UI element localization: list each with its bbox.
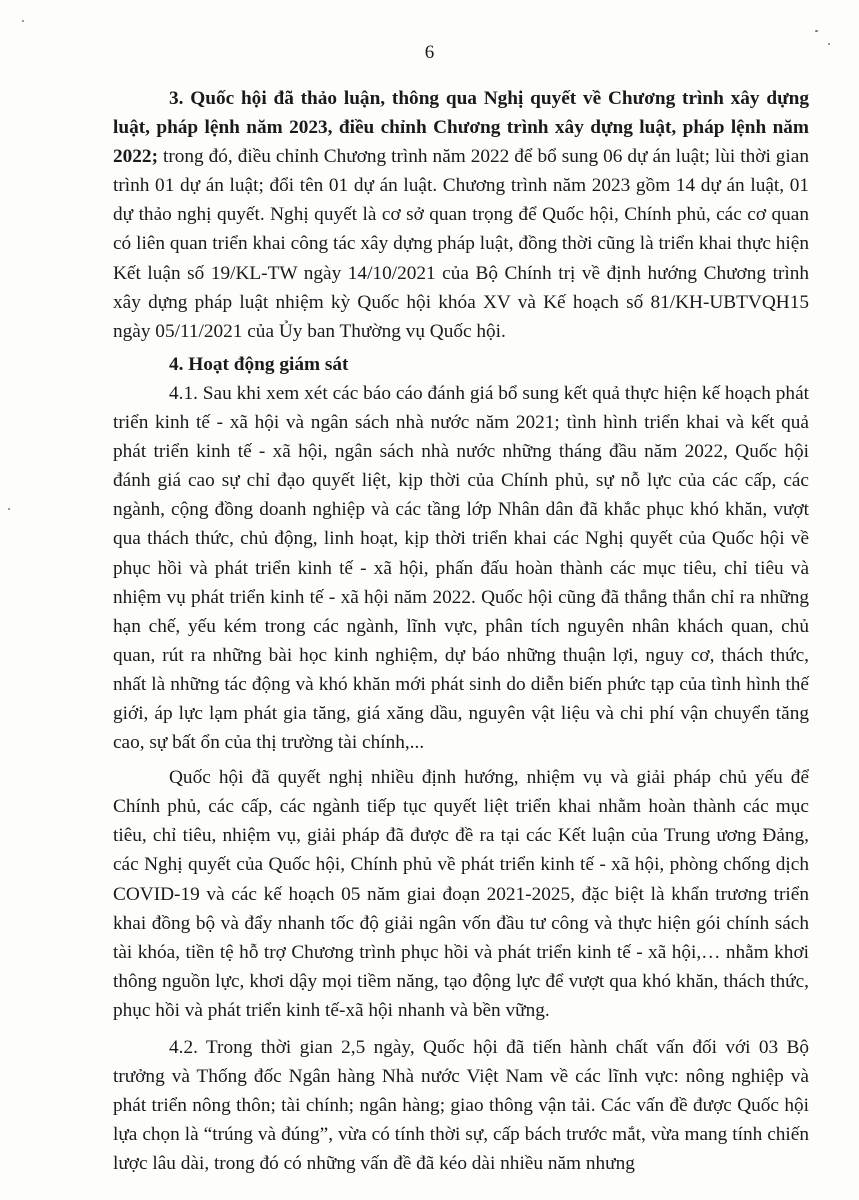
section-3-bold-lead: 3. Quốc hội đã thảo luận, thông qua Nghị quyết về Chương trình xây dựng luật, pháp lệnh năm 2023, điều chỉnh Chương trình xây dựng luật, pháp lệnh năm 2022; (113, 88, 809, 168)
section-4-1-followup-paragraph: Quốc hội đã quyết nghị nhiều định hướng, nhiệm vụ và giải pháp chủ yếu để Chính phủ, các cấp, các ngành tiếp tục quyết liệt triển khai nhằm hoàn thành các mục tiêu, chỉ tiêu, nhiệm vụ, giải pháp đã được đề ra tại các Kết luận của Trung ương Đảng, các Nghị quyết của Quốc hội, Chính phủ về phát triển kinh tế - xã hội, phòng chống dịch COVID-19 và các kế hoạch 05 năm giai đoạn 2021-2025, đặc biệt là khẩn trương triển khai đồng bộ và đẩy nhanh tốc độ giải ngân vốn đầu tư công và thực hiện gói chính sách tài khóa, tiền tệ hỗ trợ Chương trình phục hồi và phát triển kinh tế - xã hội,… nhằm khơi thông nguồn lực, khơi dậy mọi tiềm năng, tạo động lực để vượt qua khó khăn, thách thức, phục hồi và phát triển kinh tế-xã hội nhanh và bền vững. (113, 767, 809, 1021)
section-4-heading: 4. Hoạt động giám sát (169, 353, 349, 375)
section-4-2-paragraph: 4.2. Trong thời gian 2,5 ngày, Quốc hội đã tiến hành chất vấn đối với 03 Bộ trưởng và Thống đốc Ngân hàng Nhà nước Việt Nam về các lĩnh vực: nông nghiệp và phát triển nông thôn; tài chính; ngân hàng; giao thông vận tải. Các vấn đề được Quốc hội lựa chọn là “trúng và đúng”, vừa có tính thời sự, cấp bách trước mắt, vừa mang tính chiến lược lâu dài, trong đó có những vấn đề đã kéo dài nhiều năm nhưng (113, 1037, 809, 1175)
document-body (113, 84, 809, 1178)
scan-speck (815, 30, 818, 32)
section-4-1-paragraph: 4.1. Sau khi xem xét các báo cáo đánh giá bổ sung kết quả thực hiện kế hoạch phát triển kinh tế - xã hội và ngân sách nhà nước năm 2021; tình hình triển khai và kết quả phát triển kinh tế - xã hội, ngân sách nhà nước những tháng đầu năm 2022, Quốc hội đánh giá cao sự chỉ đạo quyết liệt, kịp thời của Chính phủ, sự nỗ lực của các cấp, các ngành, cộng đồng doanh nghiệp và các tầng lớp Nhân dân đã khắc phục khó khăn, vượt qua thách thức, chủ động, linh hoạt, kịp thời triển khai các Nghị quyết của Quốc hội về phục hồi và phát triển kinh tế - xã hội, phấn đấu hoàn thành các mục tiêu, chỉ tiêu và nhiệm vụ phát triển kinh tế - xã hội năm 2022. Quốc hội cũng đã thẳng thắn chỉ ra những hạn chế, yếu kém trong các ngành, lĩnh vực, phân tích nguyên nhân khách quan, chủ quan, rút ra những bài học kinh nghiệm, dự báo những thuận lợi, nguy cơ, thách thức, nhất là những tác động và khó khăn mới phát sinh do diễn biến phức tạp của tình hình thế giới, áp lực lạm phát gia tăng, giá xăng dầu, nguyên vật liệu và chi phí vận chuyển tăng cao, sự bất ổn của thị trường tài chính,... (113, 382, 809, 754)
section-3-paragraph (113, 84, 809, 346)
page-number: 6 (424, 42, 435, 63)
scan-speck (22, 20, 24, 22)
scan-speck (8, 508, 10, 510)
section-3-body: trong đó, điều chỉnh Chương trình năm 2022 để bổ sung 06 dự án luật; lùi thời gian trình 01 dự án luật; đổi tên 01 dự án luật. Chương trình năm 2023 gồm 14 dự án luật, 01 dự thảo nghị quyết. Nghị quyết là cơ sở quan trọng để Quốc hội, Chính phủ, các cơ quan có liên quan triển khai công tác xây dựng pháp luật, đồng thời cũng là triển khai thực hiện Kết luận số 19/KL-TW ngày 14/10/2021 của Bộ Chính trị về định hướng Chương trình xây dựng pháp luật nhiệm kỳ Quốc hội khóa XV và Kế hoạch số 81/KH-UBTVQH15 ngày 05/11/2021 của Ủy ban Thường vụ Quốc hội. (113, 146, 809, 342)
